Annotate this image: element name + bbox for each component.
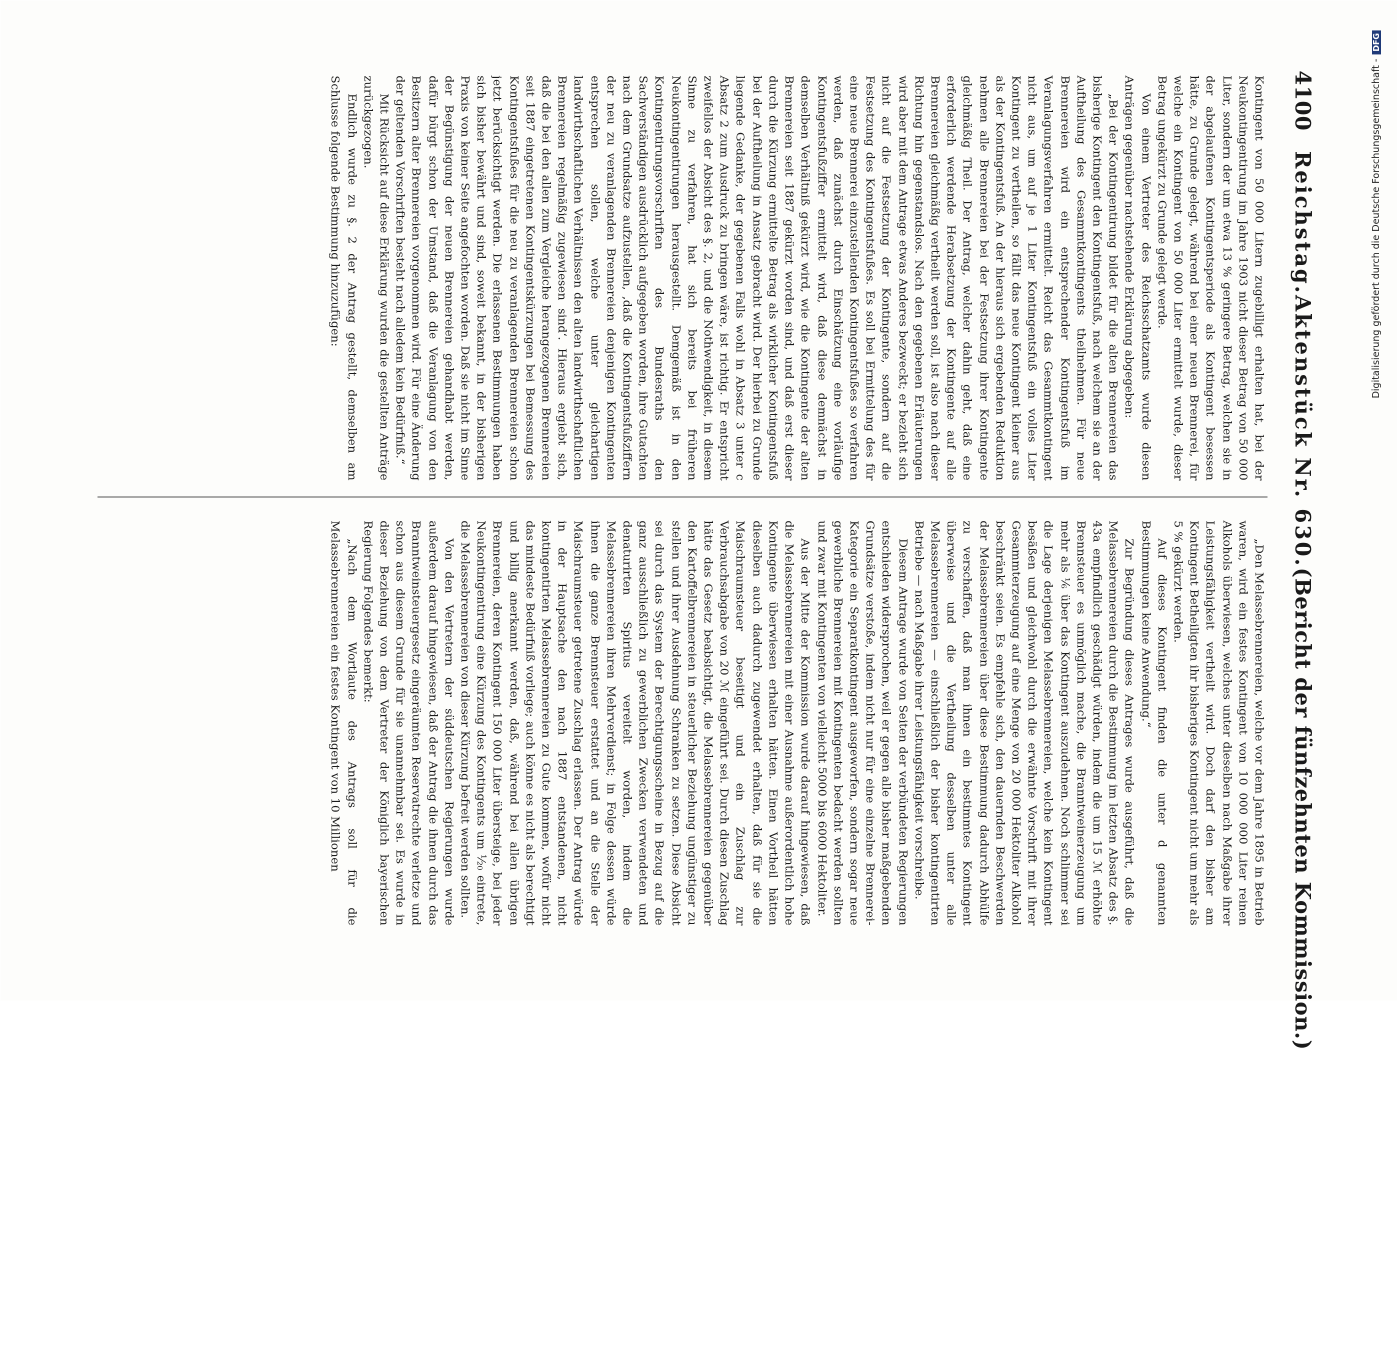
paragraph: Von den Vertretern der süddeutschen Regierungen wurde außerdem darauf hingewiesen, daß der Antrag die ihnen durch das Branntweinsteuergesetz eingeräumten Reservatrechte verletze und schon aus diesem Grunde für sie unannehmbar sei. Es wurde in dieser Beziehung von dem Vertreter der Königlich bayerischen Regierung Folgendes bemerkt: xyxy=(360,520,456,926)
paragraph: „Bei der Kontingentirung bildet für die alten Brennereien das bisherige Kontingent den Kontingentsfuß, nach welchem sie an der Auftheilung des Gesammtkontingents theilnehmen. Für neue Brennereien wird ein entsprechender Kontingentsfuß im Veranlagungsverfahren ermittelt. Reicht das Gesammtkontingent nicht aus, um auf je 1 Liter Kontingentsfuß ein volles Liter Kontingent zu vertheilen, so fällt das neue Kontingent kleiner aus als der Kontingentsfuß. An der hieraus sich ergebenden Reduktion nehmen alle Brennereien bei der Festsetzung ihrer Kontingente gleichmäßig Theil. Der Antrag, welcher dahin geht, daß eine erforderlich werdende Herabsetzung der Kontingente auf alle Brennereien gleichmäßig vertheilt werden soll, ist also nach dieser Richtung hin gegenstandslos. Nach den gegebenen Erläuterungen wird aber mit dem Antrage etwas Anderes bezweckt; er bezieht sich nicht auf die Festsetzung der Kontingente, sondern auf die Festsetzung des Kontingentsfußes. Es soll bei Ermittelung des für eine neue Brennerei einzustellenden Kontingentsfußes so verfahren werden, daß zunächst durch Einschätzung eine vorläufige Kontingentsfußziffer ermittelt wird, daß diese demnächst in demselben Verhältniß gekürzt wird, wie die Kontingente der alten Brennereien seit 1887 gekürzt worden sind, und daß erst dieser durch die Kürzung ermittelte Betrag als wirklicher Kontingentsfuß bei der Auftheilung in Ansatz gebracht wird. Der hierbei zu Grunde liegende Gedanke, der gegebenen Falls wohl in Absatz 3 unter c Absatz 2 zum Ausdruck zu bringen wäre, ist richtig. Er entspricht zweifellos der Absicht des §. 2, und die Nothwendigkeit, in diesem Sinne zu verfahren, hat sich bereits bei früheren Neukontingentirungen herausgestellt. Demgemäß ist in den Kontingentirungsvorschriften des Bundesraths den Sachverständigen ausdrücklich aufgegeben worden, ihre Gutachten nach dem Grundsatze aufzustellen, ‚daß die Kontingentsfußziffern der neu zu veranlagenden Brennereien denjenigen Kontingenten entsprechen sollen, welche unter gleichartigen landwirthschaftlichen Verhältnissen den alten landwirthschaftlichen Brennereien regelmäßig zugewiesen sind‘. Hieraus ergiebt sich, daß die bei den allen zum Vergleiche herangezogenen Brennereien seit 1887 eingetretenen Kontingentskürzungen bei Bemessung des Kontingentsfußes für die neu zu veranlagenden Brennereien schon jetzt berücksichtigt werden. Die erlassenen Bestimmungen haben sich bisher bewährt und sind, soweit bekannt, in der bisherigen Praxis von keiner Seite angefochten worden. Daß sie nicht im Sinne der Begünstigung der neuen Brennereien gehandhabt werden, dafür bürgt schon der Umstand, daß die Veranlagung von den Besitzern alter Brennereien vorgenommen wird. Für eine Änderung der geltenden Vorschriften besteht nach alledem kein Bedürfniß.“ xyxy=(393,75,1121,481)
paragraph: Kontingent von 50 000 Litern zugebilligt erhalten hat, bei der Neukontingentirung im Jahre 1903 nicht dieser Betrag von 50 000 Liter, sondern der um etwa 13 % geringere Betrag, welchen sie in der abgelaufenen Kontingentsperiode als Kontingent besessen hätte, zu Grunde gelegt, während bei einer neuen Brennerei, für welche ein Kontingent von 50 000 Liter ermittelt wurde, dieser Betrag ungekürzt zu Grunde gelegt werde. xyxy=(1154,75,1266,481)
paragraph: Aus der Mitte der Kommission wurde darauf hingewiesen, daß die Melassebrennereien mit einer Ausnahme außerordentlich hohe Kontingente überwiesen erhalten hätten. Einen Vortheil hätten dieselben auch dadurch zugewendet erhalten, daß für sie die Maischraumsteuer beseitigt und ein Zuschlag zur Verbrauchsabgabe von 20 ℳ eingeführt sei. Durch diesen Zuschlag hätte das Gesetz beabsichtigt, die Melassebrennereien gegenüber den Kartoffelbrennereien in steuerlicher Beziehung ungünstiger zu stellen und ihrer Ausdehnung Schranken zu setzen. Diese Absicht sei durch das System der Berechtigungsscheine in Bezug auf die ganz ausschließlich zu gewerblichen Zwecken verwendeten und denaturirten Spiritus vereitelt worden, indem die Melassebrennereien ihren Mehrverdienst; in Folge dessen würde ihnen die ganze Brennsteuer erstattet und an die Stelle der Maischraumsteuer getretene Zuschlag erlassen. Der Antrag würde in der Hauptsache den nach 1887 entstandenen, nicht kontingentirten Melassebrennereien zu Gute kommen, wofür nicht das mindeste Bedürfniß vorliege; auch könne es nicht als berechtigt und billig anerkannt werden, daß, während bei allen übrigen Brennereien, deren Kontingent 150 000 Liter übersteige, bei jeder Neukontingentirung eine Kürzung des Kontingents um ¹⁄₂₀ eintrete, die Melassebrennereien von dieser Kürzung befreit werden sollten. xyxy=(458,520,813,926)
running-head-right: (Bericht der fünfzehnten Kommission.) xyxy=(1290,567,1315,1051)
paragraph: Auf dieses Kontingent finden die unter d genannten Bestimmungen keine Anwendung.“ xyxy=(1138,520,1169,926)
column-divider xyxy=(97,497,1267,498)
left-column xyxy=(87,76,1267,481)
document-page xyxy=(0,1,1397,1051)
paragraph: Endlich wurde zu §. 2 der Antrag gestellt, demselben am Schlusse folgende Bestimmung hinzuzufügen: xyxy=(328,75,359,481)
paragraph: Mit Rücksicht auf diese Erklärung wurden die gestellten Anträge zurückgezogen. xyxy=(360,75,392,481)
right-column xyxy=(87,521,1267,926)
digitization-text: Digitalisierung gefördert durch die Deutsche Forschungsgemeinschaft - xyxy=(1371,58,1382,399)
page-header xyxy=(1275,70,1315,1051)
running-head xyxy=(1290,131,1315,1070)
paragraph: Diesem Antrage wurde von Seiten der verbündeten Regierungen entschieden widersprochen, weil er gegen alle bisher maßgebenden Grundsätze verstoße, indem nicht nur für eine einzelne Brennerei-Kategorie ein Separatkontingent ausgeworfen, sondern sogar neue gewerbliche Brennereien mit Kontingenten bedacht werden sollten und zwar mit Kontingenten von vielleicht 5000 bis 6000 Hektoliter. xyxy=(814,520,910,926)
dfg-logo: DFG xyxy=(1372,30,1381,55)
paragraph: Zur Begründung dieses Antrages wurde ausgeführt, daß die Melassebrennereien durch die Bestimmung im letzten Absatz des §. 43a empfindlich geschädigt würden, indem die um 15 ℳ erhöhte Brennsteuer es unmöglich mache, die Branntweinerzeugung um mehr als ⅙ über das Kontingent auszudehnen. Noch schlimmer sei die Lage derjenigen Melassebrennereien, welche kein Kontingent besäßen und gleichwohl durch die erwähnte Vorschrift mit ihrer Gesammterzeugung auf eine Menge von 20 000 Hektoliter Alkohol beschränkt seien. Es empfehle sich, den dauernden Beschwerden der Melassebrennereien über diese Bestimmung dadurch Abhülfe zu verschaffen, daß man ihnen ein bestimmtes Kontingent überweise und die Vertheilung desselben unter alle Melassebrennereien — einschließlich der bisher kontingentirten Betriebe — nach Maßgabe ihrer Leistungsfähigkeit vorschreibe. xyxy=(911,520,1137,926)
running-head-left: Reichstag. xyxy=(1290,150,1315,295)
paragraph: „Nach dem Wortlaute des Antrags soll für die Melassebrennereien ein festes Kontingent von 10 Millionen xyxy=(328,520,359,926)
paragraph: Von einem Vertreter des Reichsschatzamts wurde diesen Anträgen gegenüber nachstehende Erklärung abgegeben: xyxy=(1122,75,1153,481)
paragraph: „Den Melassebrennereien, welche vor dem Jahre 1895 in Betrieb waren, wird ein festes Kontingent von 10 000 000 Liter reinen Alkohols überwiesen, welches unter dieselben nach Maßgabe ihrer Leistungsfähigkeit vertheilt wird. Doch darf den bisher am Kontingent Betheiligten ihr bisheriges Kontingent nicht um mehr als 5 % gekürzt werden. xyxy=(1170,520,1266,926)
page-number: 4100 xyxy=(1290,70,1315,131)
digitization-note xyxy=(1371,30,1385,1360)
running-head-center: Aktenstück Nr. 630. xyxy=(1290,294,1315,568)
